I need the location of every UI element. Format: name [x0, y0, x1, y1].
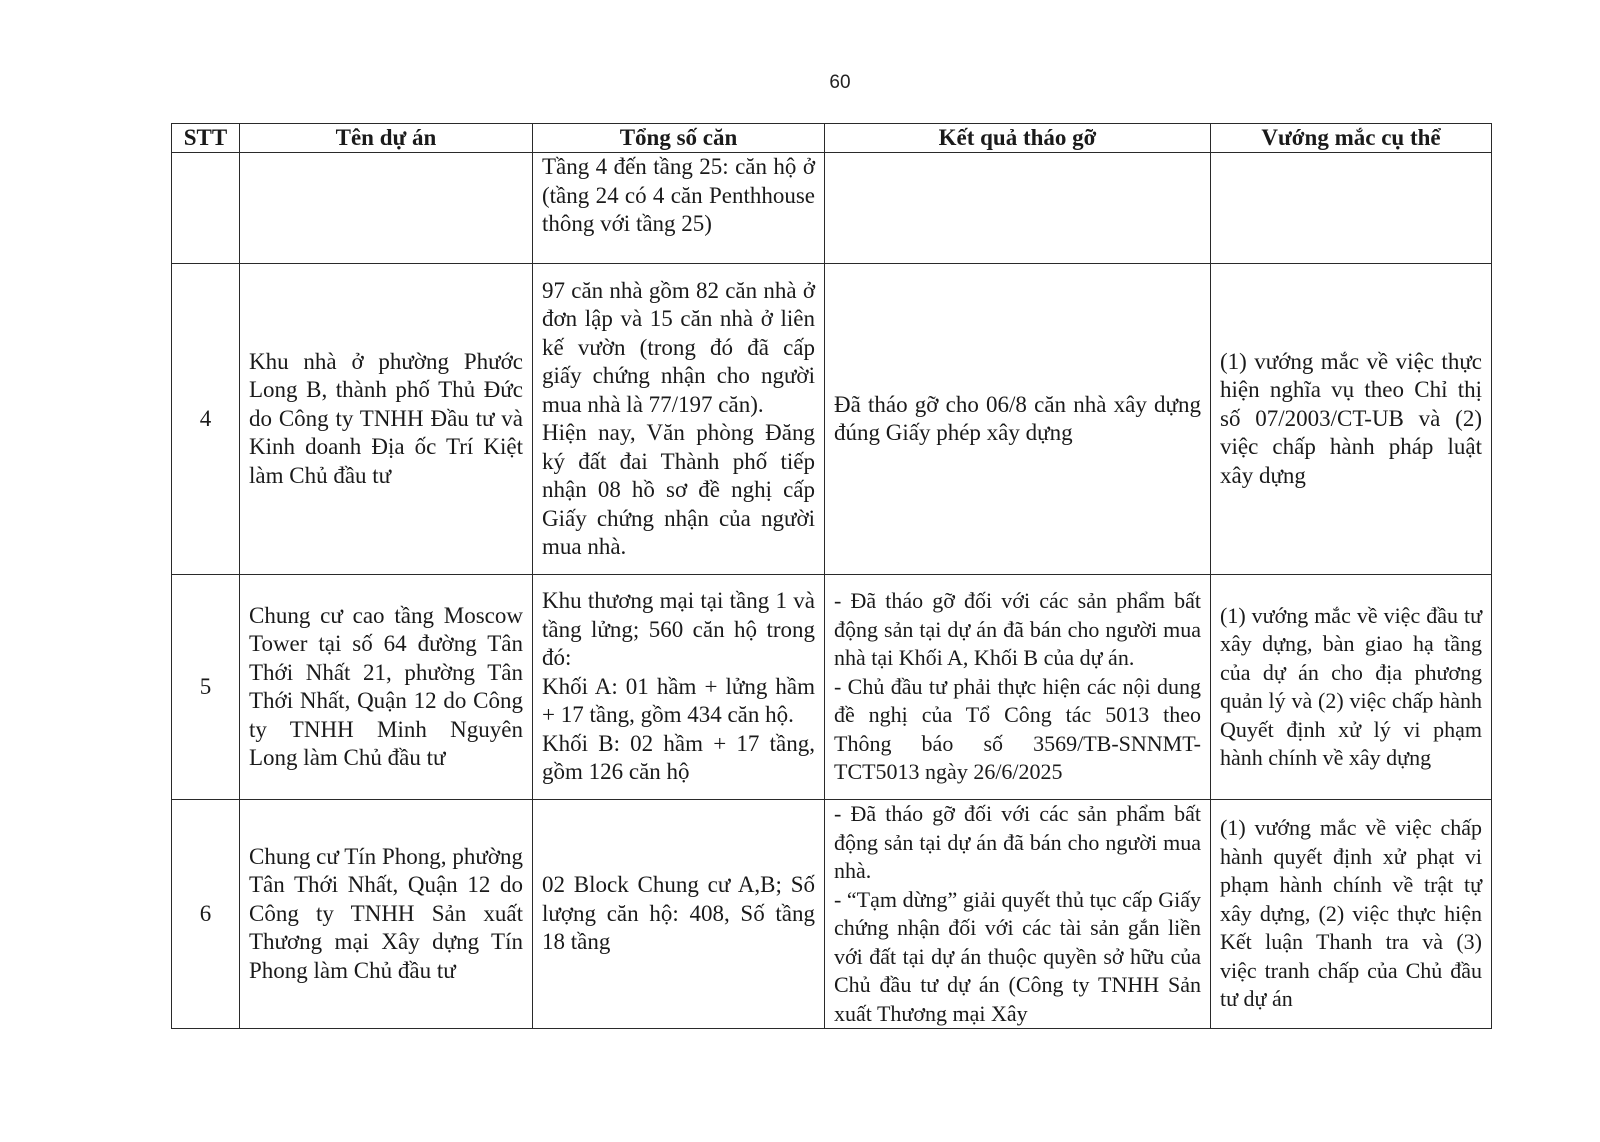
- cell-line: Khối A: 01 hầm + lửng hầm + 17 tầng, gồm 434 căn hộ.: [542, 673, 815, 728]
- table-row: [172, 800, 1492, 1029]
- cell-line: Khối B: 02 hầm + 17 tầng, gồm 126 căn hộ: [542, 730, 815, 785]
- cell-project-name: [240, 153, 533, 264]
- cell-specific-issues: (1) vướng mắc về việc đầu tư xây dựng, bàn giao hạ tầng của dự án cho địa phương quản lý và (2) việc chấp hành Quyết định xử lý vi phạm hành chính về xây dựng: [1211, 575, 1492, 800]
- cell-stt: [172, 153, 240, 264]
- cell-line: 97 căn nhà gồm 82 căn nhà ở đơn lập và 15 căn nhà ở liên kế vườn (trong đó đã cấp giấy chứng nhận cho người mua nhà là 77/197 căn).: [542, 277, 815, 417]
- table-row: [172, 575, 1492, 800]
- cell-project-name: Chung cư cao tầng Moscow Tower tại số 64 đường Tân Thới Nhất 21, phường Tân Thới Nhất, Quận 12 do Công ty TNHH Minh Nguyên Long làm Chủ đầu tư: [240, 575, 533, 800]
- cell-resolution-result: Đã tháo gỡ cho 06/8 căn nhà xây dựng đúng Giấy phép xây dựng: [825, 264, 1211, 575]
- cell-line: - Đã tháo gỡ đối với các sản phẩm bất động sản tại dự án đã bán cho người mua nhà.: [834, 801, 1201, 883]
- header-resolution-result: Kết quả tháo gỡ: [825, 124, 1211, 153]
- header-stt: STT: [172, 124, 240, 153]
- cell-line: - Đã tháo gỡ đối với các sản phẩm bất động sản tại dự án đã bán cho người mua nhà tại Khối A, Khối B của dự án.: [834, 588, 1201, 671]
- header-total-units: Tổng số căn: [533, 124, 825, 153]
- cell-line: Khu thương mại tại tầng 1 và tầng lửng; 560 căn hộ trong đó:: [542, 588, 815, 671]
- table-row: [172, 264, 1492, 575]
- cell-stt: 6: [172, 800, 240, 1029]
- cell-stt: 4: [172, 264, 240, 575]
- table-row: [172, 153, 1492, 264]
- header-project-name: Tên dự án: [240, 124, 533, 153]
- cell-resolution-result: [825, 575, 1211, 800]
- cell-line: Hiện nay, Văn phòng Đăng ký đất đai Thành phố tiếp nhận 08 hồ sơ đề nghị cấp Giấy chứng nhận của người mua nhà.: [542, 420, 815, 559]
- table-header-row: [172, 124, 1492, 153]
- cell-line: - Chủ đầu tư phải thực hiện các nội dung đề nghị của Tổ Công tác 5013 theo Thông báo số 3569/TB-SNNMT-TCT5013 ngày 26/6/2025: [834, 673, 1201, 785]
- cell-total-units: [533, 264, 825, 575]
- header-specific-issues: Vướng mắc cụ thể: [1211, 124, 1492, 153]
- cell-total-units: Tầng 4 đến tầng 25: căn hộ ở (tầng 24 có 4 căn Penthhouse thông với tầng 25): [533, 153, 825, 264]
- projects-table: [171, 123, 1492, 1029]
- cell-project-name: Khu nhà ở phường Phước Long B, thành phố Thủ Đức do Công ty TNHH Đầu tư và Kinh doanh Địa ốc Trí Kiệt làm Chủ đầu tư: [240, 264, 533, 575]
- cell-line: - “Tạm dừng” giải quyết thủ tục cấp Giấy chứng nhận đối với các tài sản gắn liền với đất tại dự án thuộc quyền sở hữu của Chủ đầu tư dự án (Công ty TNHH Sản xuất Thương mại Xây: [834, 886, 1201, 1026]
- cell-total-units: [533, 575, 825, 800]
- cell-total-units: 02 Block Chung cư A,B; Số lượng căn hộ: 408, Số tầng 18 tầng: [533, 800, 825, 1029]
- cell-resolution-result: [825, 800, 1211, 1029]
- cell-project-name: Chung cư Tín Phong, phường Tân Thới Nhất, Quận 12 do Công ty TNHH Sản xuất Thương mại Xây dựng Tín Phong làm Chủ đầu tư: [240, 800, 533, 1029]
- cell-resolution-result: [825, 153, 1211, 264]
- cell-stt: 5: [172, 575, 240, 800]
- page-number: 60: [829, 72, 851, 93]
- cell-specific-issues: [1211, 153, 1492, 264]
- cell-specific-issues: (1) vướng mắc về việc thực hiện nghĩa vụ theo Chỉ thị số 07/2003/CT-UB và (2) việc chấp hành pháp luật xây dựng: [1211, 264, 1492, 575]
- cell-specific-issues: (1) vướng mắc về việc chấp hành quyết định xử phạt vi phạm hành chính về trật tự xây dựng, (2) việc thực hiện Kết luận Thanh tra và (3) việc tranh chấp của Chủ đầu tư dự án: [1211, 800, 1492, 1029]
